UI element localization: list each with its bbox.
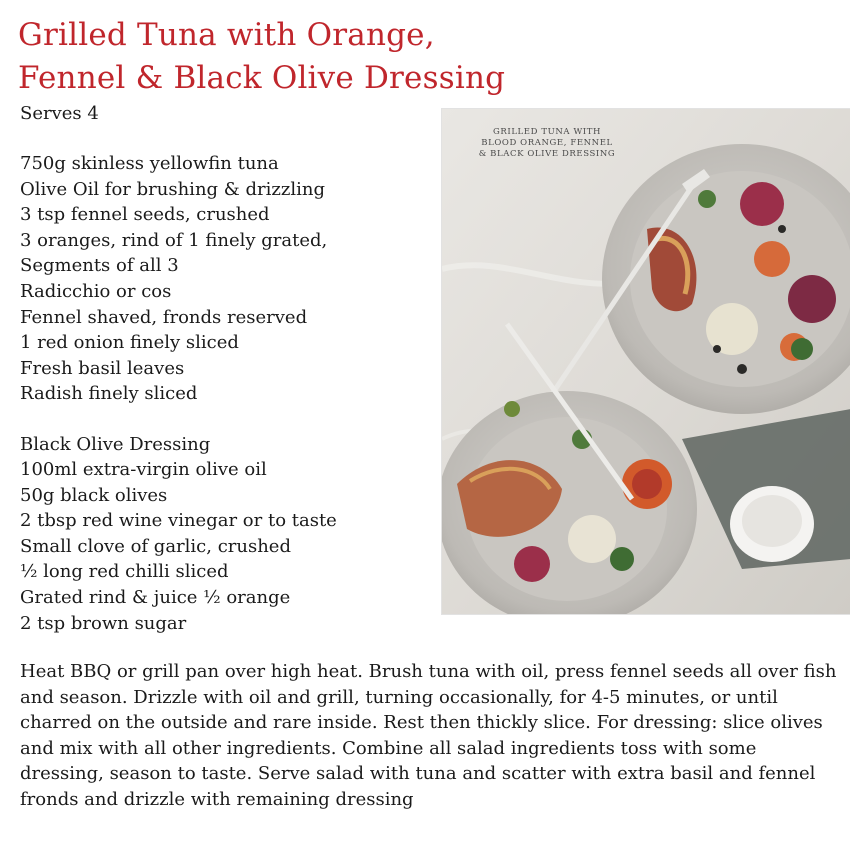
- ingredient-item: 1 red onion finely sliced: [20, 332, 239, 354]
- title-line-2: Fennel & Black Olive Dressing: [18, 60, 506, 96]
- ingredient-item: Radicchio or cos: [20, 280, 172, 302]
- caption-line: GRILLED TUNA WITH: [492, 127, 602, 137]
- photo-caption: [452, 127, 642, 160]
- dressing-item: 100ml extra-virgin olive oil: [20, 459, 267, 480]
- dressing-item: 2 tbsp red wine vinegar or to taste: [20, 510, 337, 532]
- method-paragraph: Heat BBQ or grill pan over high heat. Brush tuna with oil, press fennel seeds all over fish and season. Drizzle with oil and grill, turning occasionally, for 4-5 minutes, or until charred on the outside and rare inside. Rest then thickly slice. For dressing: slice olives and mix with all other ingredients. Combine all salad ingredients toss with some dressing, season to taste. Serve salad with tuna and scatter with extra basil and fennel fronds and drizzle with remaining dressing: [20, 661, 837, 810]
- ingredient-item: Fresh basil leaves: [20, 357, 185, 379]
- ingredient-item: 3 tsp fennel seeds, crushed: [20, 204, 270, 226]
- dressing-item: 50g black olives: [20, 484, 168, 506]
- caption-line: BLOOD ORANGE, FENNEL: [481, 138, 613, 148]
- ingredients-list: [20, 151, 327, 407]
- radicchio: [740, 182, 784, 226]
- caption-line: & BLACK OLIVE DRESSING: [478, 149, 616, 159]
- ingredient-item: 750g skinless yellowfin tuna: [20, 153, 279, 174]
- food-illustration: [442, 109, 850, 614]
- ingredient-item: Radish finely sliced: [20, 383, 198, 405]
- dressing-item: Grated rind & juice ½ orange: [20, 586, 291, 608]
- dressing-heading: Black Olive Dressing: [20, 434, 211, 455]
- dressing-item: 2 tsp brown sugar: [20, 612, 187, 634]
- serves-text: Serves 4: [20, 103, 99, 124]
- ingredient-item: Segments of all 3: [20, 255, 179, 277]
- basil-leaf: [698, 190, 716, 208]
- orange-segment: [754, 241, 790, 277]
- dressing-list: [20, 457, 337, 636]
- ingredient-item: 3 oranges, rind of 1 finely grated,: [20, 229, 328, 251]
- ingredient-item: Fennel shaved, fronds reserved: [20, 306, 308, 328]
- dressing-item: Small clove of garlic, crushed: [20, 535, 291, 557]
- dressing-item: ½ long red chilli sliced: [20, 561, 229, 583]
- recipe-title: [18, 14, 505, 100]
- title-line-1: Grilled Tuna with Orange,: [18, 17, 435, 53]
- recipe-photo: [441, 108, 850, 615]
- ingredient-item: Olive Oil for brushing & drizzling: [20, 178, 325, 200]
